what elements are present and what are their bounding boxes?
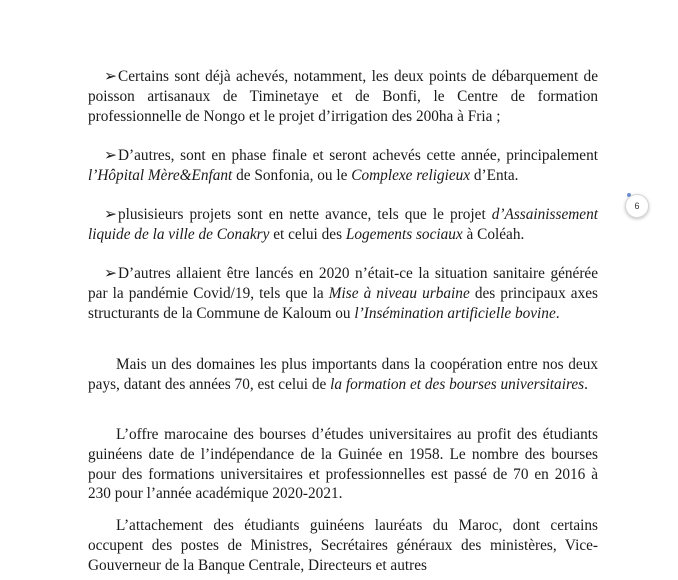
text-run: Certains sont déjà achevés, notamment, les deux points de débarquement de poisson artisanaux de Timinetaye et de Bonfi, le Centre de formation professionnelle de Nongo et le projet d’irrigation des 200ha à Fria ; bbox=[88, 68, 598, 125]
bullet-item-2 bbox=[88, 146, 598, 186]
paragraph-attachement bbox=[88, 516, 598, 575]
italic-text: l’Hôpital Mère&Enfant bbox=[88, 166, 233, 184]
bullet-text bbox=[88, 206, 598, 243]
text-run: . bbox=[555, 304, 560, 322]
arrow-bullet-icon: ➢ bbox=[104, 206, 117, 223]
arrow-bullet-icon: ➢ bbox=[104, 147, 117, 164]
paragraph-text bbox=[88, 356, 598, 393]
text-run: plusisieurs projets sont en nette avance, tels que le projet bbox=[118, 206, 492, 223]
arrow-bullet-icon: ➢ bbox=[104, 265, 117, 282]
italic-text: d’Assainissement liquide de la ville de Conakry bbox=[88, 206, 598, 243]
page-number-badge[interactable]: 6 bbox=[625, 194, 649, 218]
bullet-text bbox=[88, 68, 598, 125]
text-run: d’Enta. bbox=[470, 166, 519, 184]
bullet-text bbox=[88, 265, 598, 322]
text-run: à Coléah. bbox=[462, 225, 525, 243]
paragraph-text bbox=[88, 517, 598, 574]
italic-text: l’Insémination artificielle bovine bbox=[354, 304, 556, 322]
bullet-item-1 bbox=[88, 67, 598, 126]
text-run: des principaux axes structurants de la Commune de Kaloum ou bbox=[88, 284, 598, 322]
text-run: L’attachement des étudiants guinéens lauréats du Maroc, dont certains occupent des postes de Ministres, Secrétaires généraux des ministères, Vice-Gouverneur de la Banque Centrale, Directeurs et autres bbox=[88, 517, 598, 574]
text-run: de Sonfonia, ou le bbox=[232, 166, 352, 184]
italic-text: Logements sociaux bbox=[345, 225, 463, 243]
arrow-bullet-icon: ➢ bbox=[104, 68, 117, 85]
text-run: D’autres allaient être lancés en 2020 n’était-ce la situation sanitaire générée par la pandémie Covid/19, tels que la bbox=[88, 265, 598, 302]
italic-text: Complexe religieux bbox=[351, 166, 471, 184]
text-run: et celui des bbox=[269, 225, 346, 243]
text-run: Mais un des domaines les plus importants dans la coopération entre nos deux pays, datant des années 70, est celui de bbox=[88, 356, 598, 393]
text-run: L’offre marocaine des bourses d’études universitaires au profit des étudiants guinéens date de l’indépendance de la Guinée en 1958. Le nombre des bourses pour des formations universitaires et professionnelles est passé de 70 en 2016 à 230 pour l’année académique 2020-2021. bbox=[88, 426, 598, 503]
text-run: D’autres, sont en phase finale et seront achevés cette année, principalement bbox=[118, 147, 598, 164]
paragraph-formation bbox=[88, 355, 598, 395]
paragraph-text bbox=[88, 426, 598, 502]
italic-text: la formation et des bourses universitaires bbox=[330, 375, 585, 393]
italic-text: Mise à niveau urbaine bbox=[328, 284, 470, 302]
bullet-item-3 bbox=[88, 205, 598, 245]
paragraph-bourses bbox=[88, 425, 598, 504]
bullet-text bbox=[88, 147, 598, 184]
bullet-item-4 bbox=[88, 264, 598, 323]
text-run: . bbox=[584, 375, 588, 393]
